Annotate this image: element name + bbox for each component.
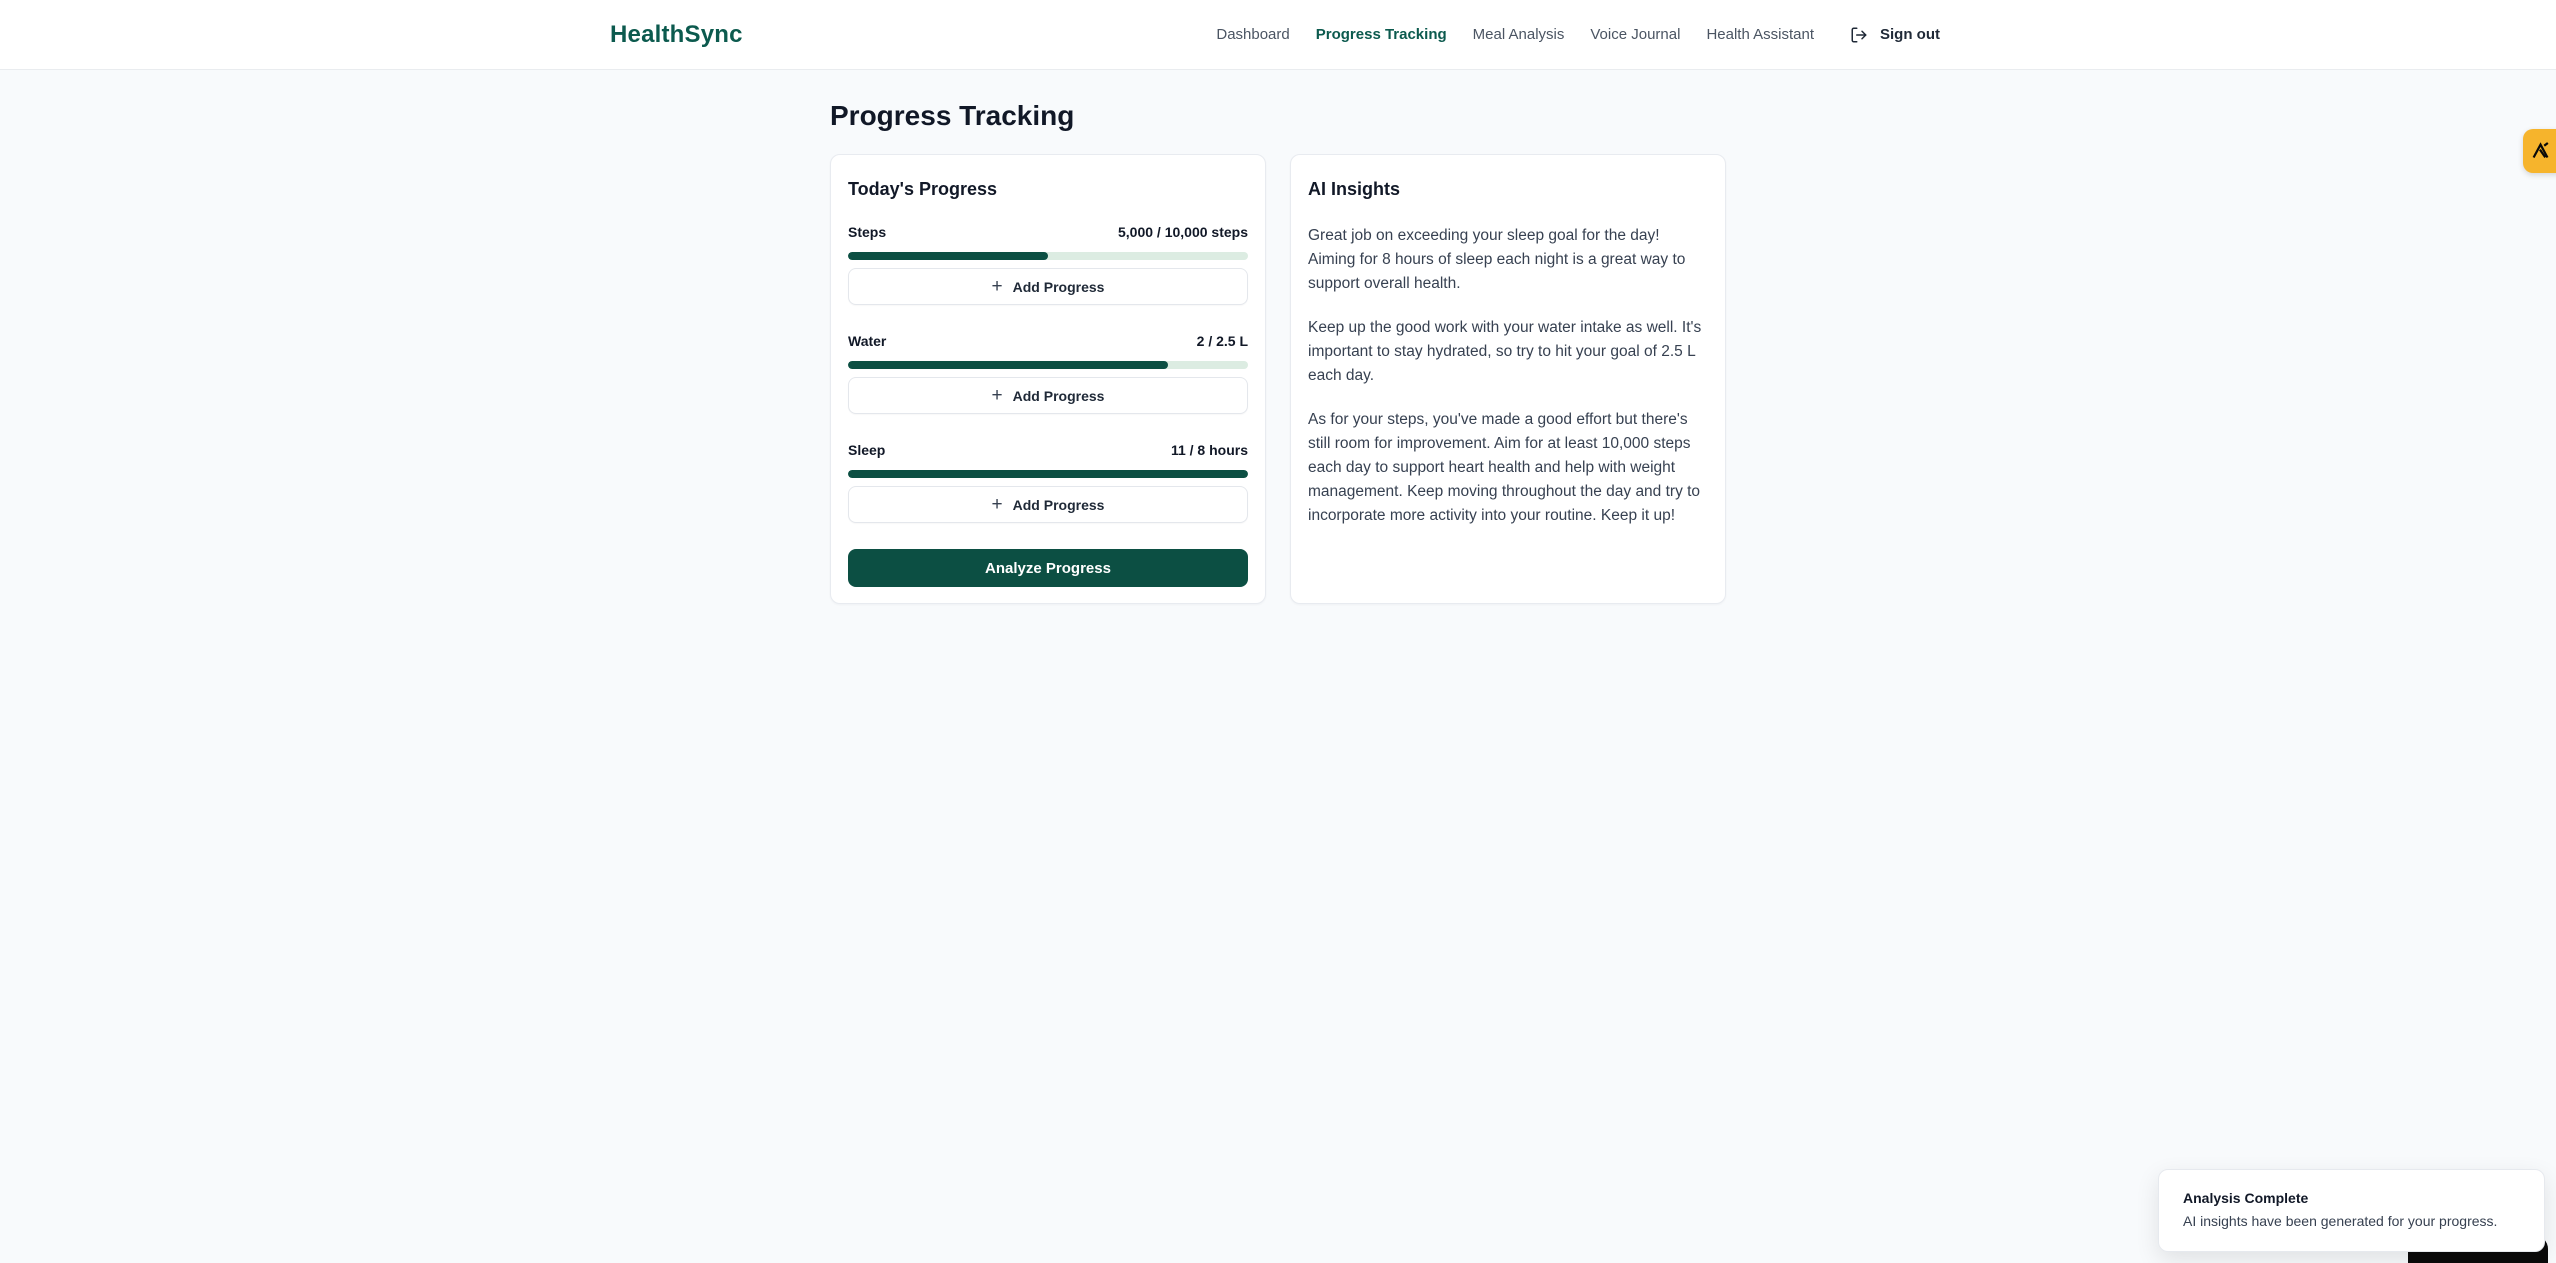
insight-paragraph-sleep: Great job on exceeding your sleep goal for the day! Aiming for 8 hours of sleep each night is a great way to support overall health. (1308, 227, 1686, 292)
metric-water-header (848, 333, 1248, 349)
insights-card-title: AI Insights (1308, 179, 1401, 199)
metric-steps-label: Steps (848, 224, 887, 240)
analyze-progress-button[interactable] (848, 549, 1248, 587)
toast-notification[interactable] (2158, 1169, 2545, 1252)
metric-sleep-label: Sleep (848, 442, 886, 458)
edge-widget-badge[interactable] (2523, 129, 2556, 173)
progress-card-title: Today's Progress (848, 179, 998, 199)
sign-out-label: Sign out (1880, 26, 1940, 43)
a-mark-icon (2530, 140, 2552, 162)
nav-item-health-assistant[interactable]: Health Assistant (1706, 26, 1814, 43)
main-content (830, 100, 1726, 604)
sleep-add-progress-button[interactable] (848, 486, 1248, 523)
nav-item-progress-tracking[interactable]: Progress Tracking (1315, 26, 1447, 43)
todays-progress-card (830, 154, 1266, 604)
sign-out-button[interactable] (1850, 26, 1940, 44)
metric-sleep-header (848, 442, 1248, 458)
water-add-progress-button[interactable] (848, 377, 1248, 414)
sleep-add-progress-label: Add Progress (1012, 496, 1105, 513)
sleep-progress-fill (848, 470, 1248, 478)
brand-logo[interactable]: HealthSync (610, 20, 743, 48)
plus-icon: + (991, 276, 1003, 297)
insight-paragraph-water: Keep up the good work with your water intake as well. It's important to stay hydrated, so try to hit your goal of 2.5 L each day. (1308, 319, 1702, 384)
analyze-progress-label: Analyze Progress (985, 559, 1111, 577)
plus-icon: + (991, 385, 1003, 406)
steps-progress-fill (848, 252, 1048, 260)
page-title: Progress Tracking (830, 100, 1075, 131)
metric-steps-value: 5,000 / 10,000 steps (1118, 224, 1248, 240)
nav-links (1216, 26, 1814, 43)
metric-water-value: 2 / 2.5 L (1196, 333, 1248, 349)
main-nav (1216, 26, 1940, 44)
steps-add-progress-button[interactable] (848, 268, 1248, 305)
toast-title: Analysis Complete (2183, 1190, 2309, 1206)
insight-paragraph-steps: As for your steps, you've made a good effort but there's still room for improvement. Aim for at least 10,000 steps each day to support heart health and help with weight management. Keep moving throughout the day and try to incorporate more activity into your routine. Keep it up! (1308, 411, 1701, 524)
metric-steps-header (848, 224, 1248, 240)
logout-icon (1850, 26, 1868, 44)
sleep-progress-bar (848, 470, 1248, 478)
water-progress-bar (848, 361, 1248, 369)
nav-item-voice-journal[interactable]: Voice Journal (1590, 26, 1681, 43)
toast-message: AI insights have been generated for your progress. (2183, 1213, 2498, 1229)
steps-progress-bar (848, 252, 1248, 260)
metric-steps (848, 224, 1248, 305)
metric-water (848, 333, 1248, 414)
metric-sleep-value: 11 / 8 hours (1170, 442, 1248, 458)
insights-text (1308, 224, 1708, 528)
header (0, 0, 2556, 70)
steps-add-progress-label: Add Progress (1012, 278, 1105, 295)
metric-water-label: Water (848, 333, 887, 349)
metric-sleep (848, 442, 1248, 523)
water-progress-fill (848, 361, 1168, 369)
nav-item-dashboard[interactable]: Dashboard (1216, 26, 1290, 43)
water-add-progress-label: Add Progress (1012, 387, 1105, 404)
ai-insights-card (1290, 154, 1726, 604)
cards-row (830, 154, 1726, 604)
plus-icon: + (991, 494, 1003, 515)
nav-item-meal-analysis[interactable]: Meal Analysis (1472, 26, 1565, 43)
